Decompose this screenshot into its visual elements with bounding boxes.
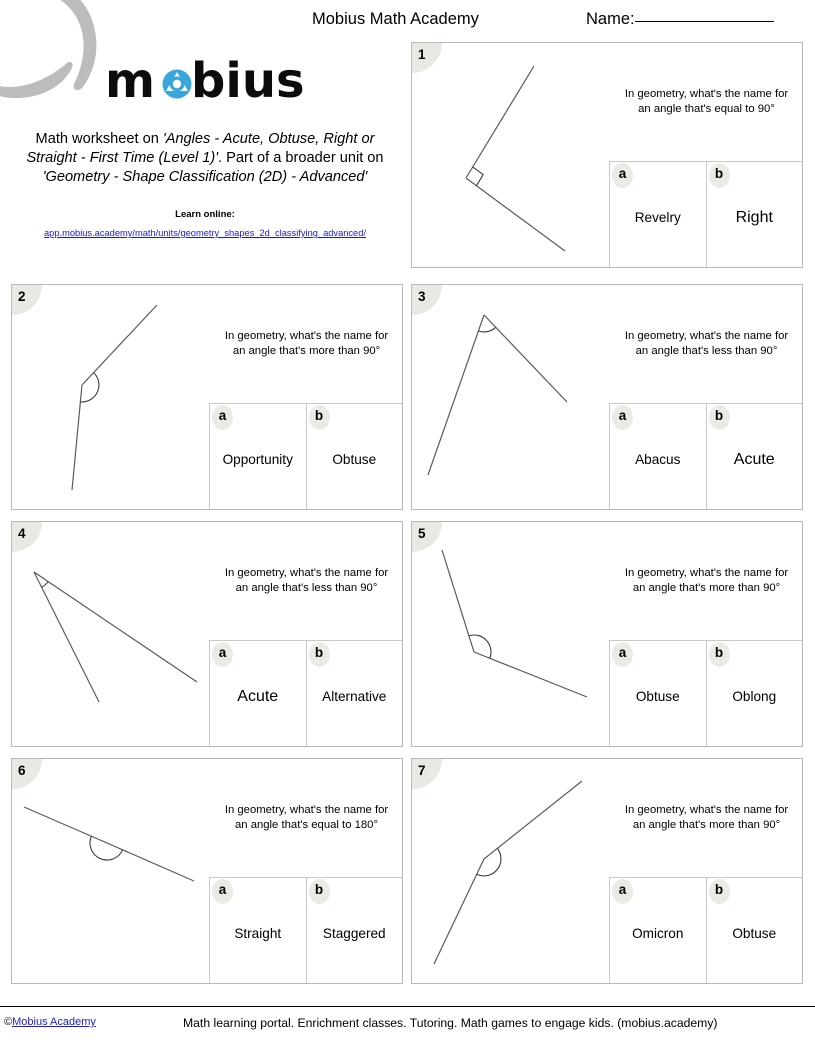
option-label: Oblong xyxy=(732,689,777,704)
answer-option[interactable] xyxy=(609,877,706,983)
question-prompt: In geometry, what's the name for an angle that's less than 90° xyxy=(224,567,389,594)
answer-options xyxy=(609,640,802,746)
option-letter-badge: b xyxy=(309,405,330,430)
answer-option[interactable] xyxy=(209,877,306,983)
copyright-symbol: © xyxy=(4,1016,13,1028)
question-card xyxy=(11,521,403,747)
option-letter-badge: a xyxy=(612,642,633,667)
question-number-badge: 7 xyxy=(412,759,442,789)
answer-option[interactable] xyxy=(706,403,803,509)
question-figure xyxy=(412,43,609,267)
answer-option[interactable] xyxy=(306,640,403,746)
option-label: Alternative xyxy=(322,689,387,704)
question-card xyxy=(11,284,403,510)
option-label: Omicron xyxy=(632,926,684,941)
academy-title: Mobius Math Academy xyxy=(312,10,479,28)
angle-figure-obtuse xyxy=(412,759,609,984)
desc-middle: . Part of a broader unit on xyxy=(218,150,384,166)
option-letter-badge: b xyxy=(709,163,730,188)
mobius-logo xyxy=(105,54,305,108)
answer-options xyxy=(609,161,802,267)
question-figure xyxy=(412,759,609,983)
angle-figure-acute xyxy=(412,285,609,510)
question-figure xyxy=(412,285,609,509)
question-prompt: In geometry, what's the name for an angle that's equal to 90° xyxy=(624,88,789,115)
answer-options xyxy=(609,877,802,983)
option-letter-badge: a xyxy=(612,405,633,430)
question-card xyxy=(411,42,803,268)
option-letter-badge: b xyxy=(309,642,330,667)
answer-options xyxy=(209,640,402,746)
answer-options xyxy=(209,403,402,509)
worksheet-description xyxy=(10,130,400,187)
option-letter-badge: a xyxy=(212,405,233,430)
question-card xyxy=(411,758,803,984)
question-prompt: In geometry, what's the name for an angle that's less than 90° xyxy=(624,330,789,357)
option-letter-badge: b xyxy=(709,879,730,904)
question-prompt: In geometry, what's the name for an angle that's more than 90° xyxy=(624,567,789,594)
angle-figure-obtuse xyxy=(12,285,209,510)
desc-unit: 'Geometry - Shape Classification (2D) - Advanced' xyxy=(42,169,368,185)
question-prompt: In geometry, what's the name for an angle that's equal to 180° xyxy=(224,804,389,831)
option-label: Obtuse xyxy=(635,689,680,704)
option-letter-badge: b xyxy=(309,879,330,904)
question-figure xyxy=(412,522,609,746)
answer-option[interactable] xyxy=(609,403,706,509)
option-letter-badge: b xyxy=(709,405,730,430)
answer-option[interactable] xyxy=(609,161,706,267)
question-card xyxy=(411,284,803,510)
desc-topic: 'Angles - Acute, Obtuse, Right or Straight - First Time (Level 1)' xyxy=(26,131,375,166)
desc-prefix: Math worksheet on xyxy=(35,131,163,147)
answer-option[interactable] xyxy=(706,161,803,267)
question-number-badge: 3 xyxy=(412,285,442,315)
option-label: Opportunity xyxy=(222,452,293,467)
svg-text:m: m xyxy=(105,54,156,108)
page-footer xyxy=(0,1006,815,1038)
option-letter-badge: a xyxy=(612,879,633,904)
option-label: Staggered xyxy=(322,926,386,941)
answer-option[interactable] xyxy=(209,403,306,509)
question-card xyxy=(411,521,803,747)
name-label: Name: xyxy=(586,10,635,28)
question-number-badge: 6 xyxy=(12,759,42,789)
question-figure xyxy=(12,522,209,746)
mobius-wordmark-icon xyxy=(105,54,305,108)
question-number-badge: 2 xyxy=(12,285,42,315)
footer-tagline: Math learning portal. Enrichment classes. Tutoring. Math games to engage kids. (mobius.academy) xyxy=(183,1016,718,1030)
answer-options xyxy=(609,403,802,509)
angle-figure-straight xyxy=(12,759,209,984)
question-number-badge: 4 xyxy=(12,522,42,552)
footer-copyright-link[interactable]: Mobius Academy xyxy=(12,1016,96,1028)
option-letter-badge: b xyxy=(709,642,730,667)
option-label: Right xyxy=(735,208,773,226)
answer-option[interactable] xyxy=(306,403,403,509)
option-letter-badge: a xyxy=(612,163,633,188)
answer-options xyxy=(209,877,402,983)
angle-figure-right xyxy=(412,43,609,268)
question-figure xyxy=(12,759,209,983)
question-prompt: In geometry, what's the name for an angle that's more than 90° xyxy=(624,804,789,831)
learn-online-label: Learn online: xyxy=(175,209,235,220)
answer-option[interactable] xyxy=(306,877,403,983)
name-field-block xyxy=(586,10,774,29)
question-prompt: In geometry, what's the name for an angle that's more than 90° xyxy=(224,330,389,357)
option-label: Acute xyxy=(237,687,279,705)
answer-option[interactable] xyxy=(209,640,306,746)
name-input-line[interactable] xyxy=(635,21,774,22)
option-label: Obtuse xyxy=(332,452,377,467)
angle-figure-acute xyxy=(12,522,209,747)
option-letter-badge: a xyxy=(212,642,233,667)
option-label: Revelry xyxy=(634,210,681,225)
question-card xyxy=(11,758,403,984)
option-label: Straight xyxy=(234,926,282,941)
answer-option[interactable] xyxy=(706,877,803,983)
angle-figure-obtuse xyxy=(412,522,609,747)
option-letter-badge: a xyxy=(212,879,233,904)
option-label: Abacus xyxy=(635,452,681,467)
footer-copyright xyxy=(4,1016,96,1028)
intro-column xyxy=(10,42,400,238)
page-header xyxy=(0,0,815,36)
learn-online-link[interactable]: app.mobius.academy/math/units/geometry_shapes_2d_classifying_advanced/ xyxy=(44,228,366,238)
question-number-badge: 5 xyxy=(412,522,442,552)
answer-option[interactable] xyxy=(609,640,706,746)
option-label: Obtuse xyxy=(732,926,777,941)
svg-text:bius: bius xyxy=(191,54,305,108)
answer-option[interactable] xyxy=(706,640,803,746)
question-figure xyxy=(12,285,209,509)
question-number-badge: 1 xyxy=(412,43,442,73)
option-label: Acute xyxy=(733,450,775,468)
